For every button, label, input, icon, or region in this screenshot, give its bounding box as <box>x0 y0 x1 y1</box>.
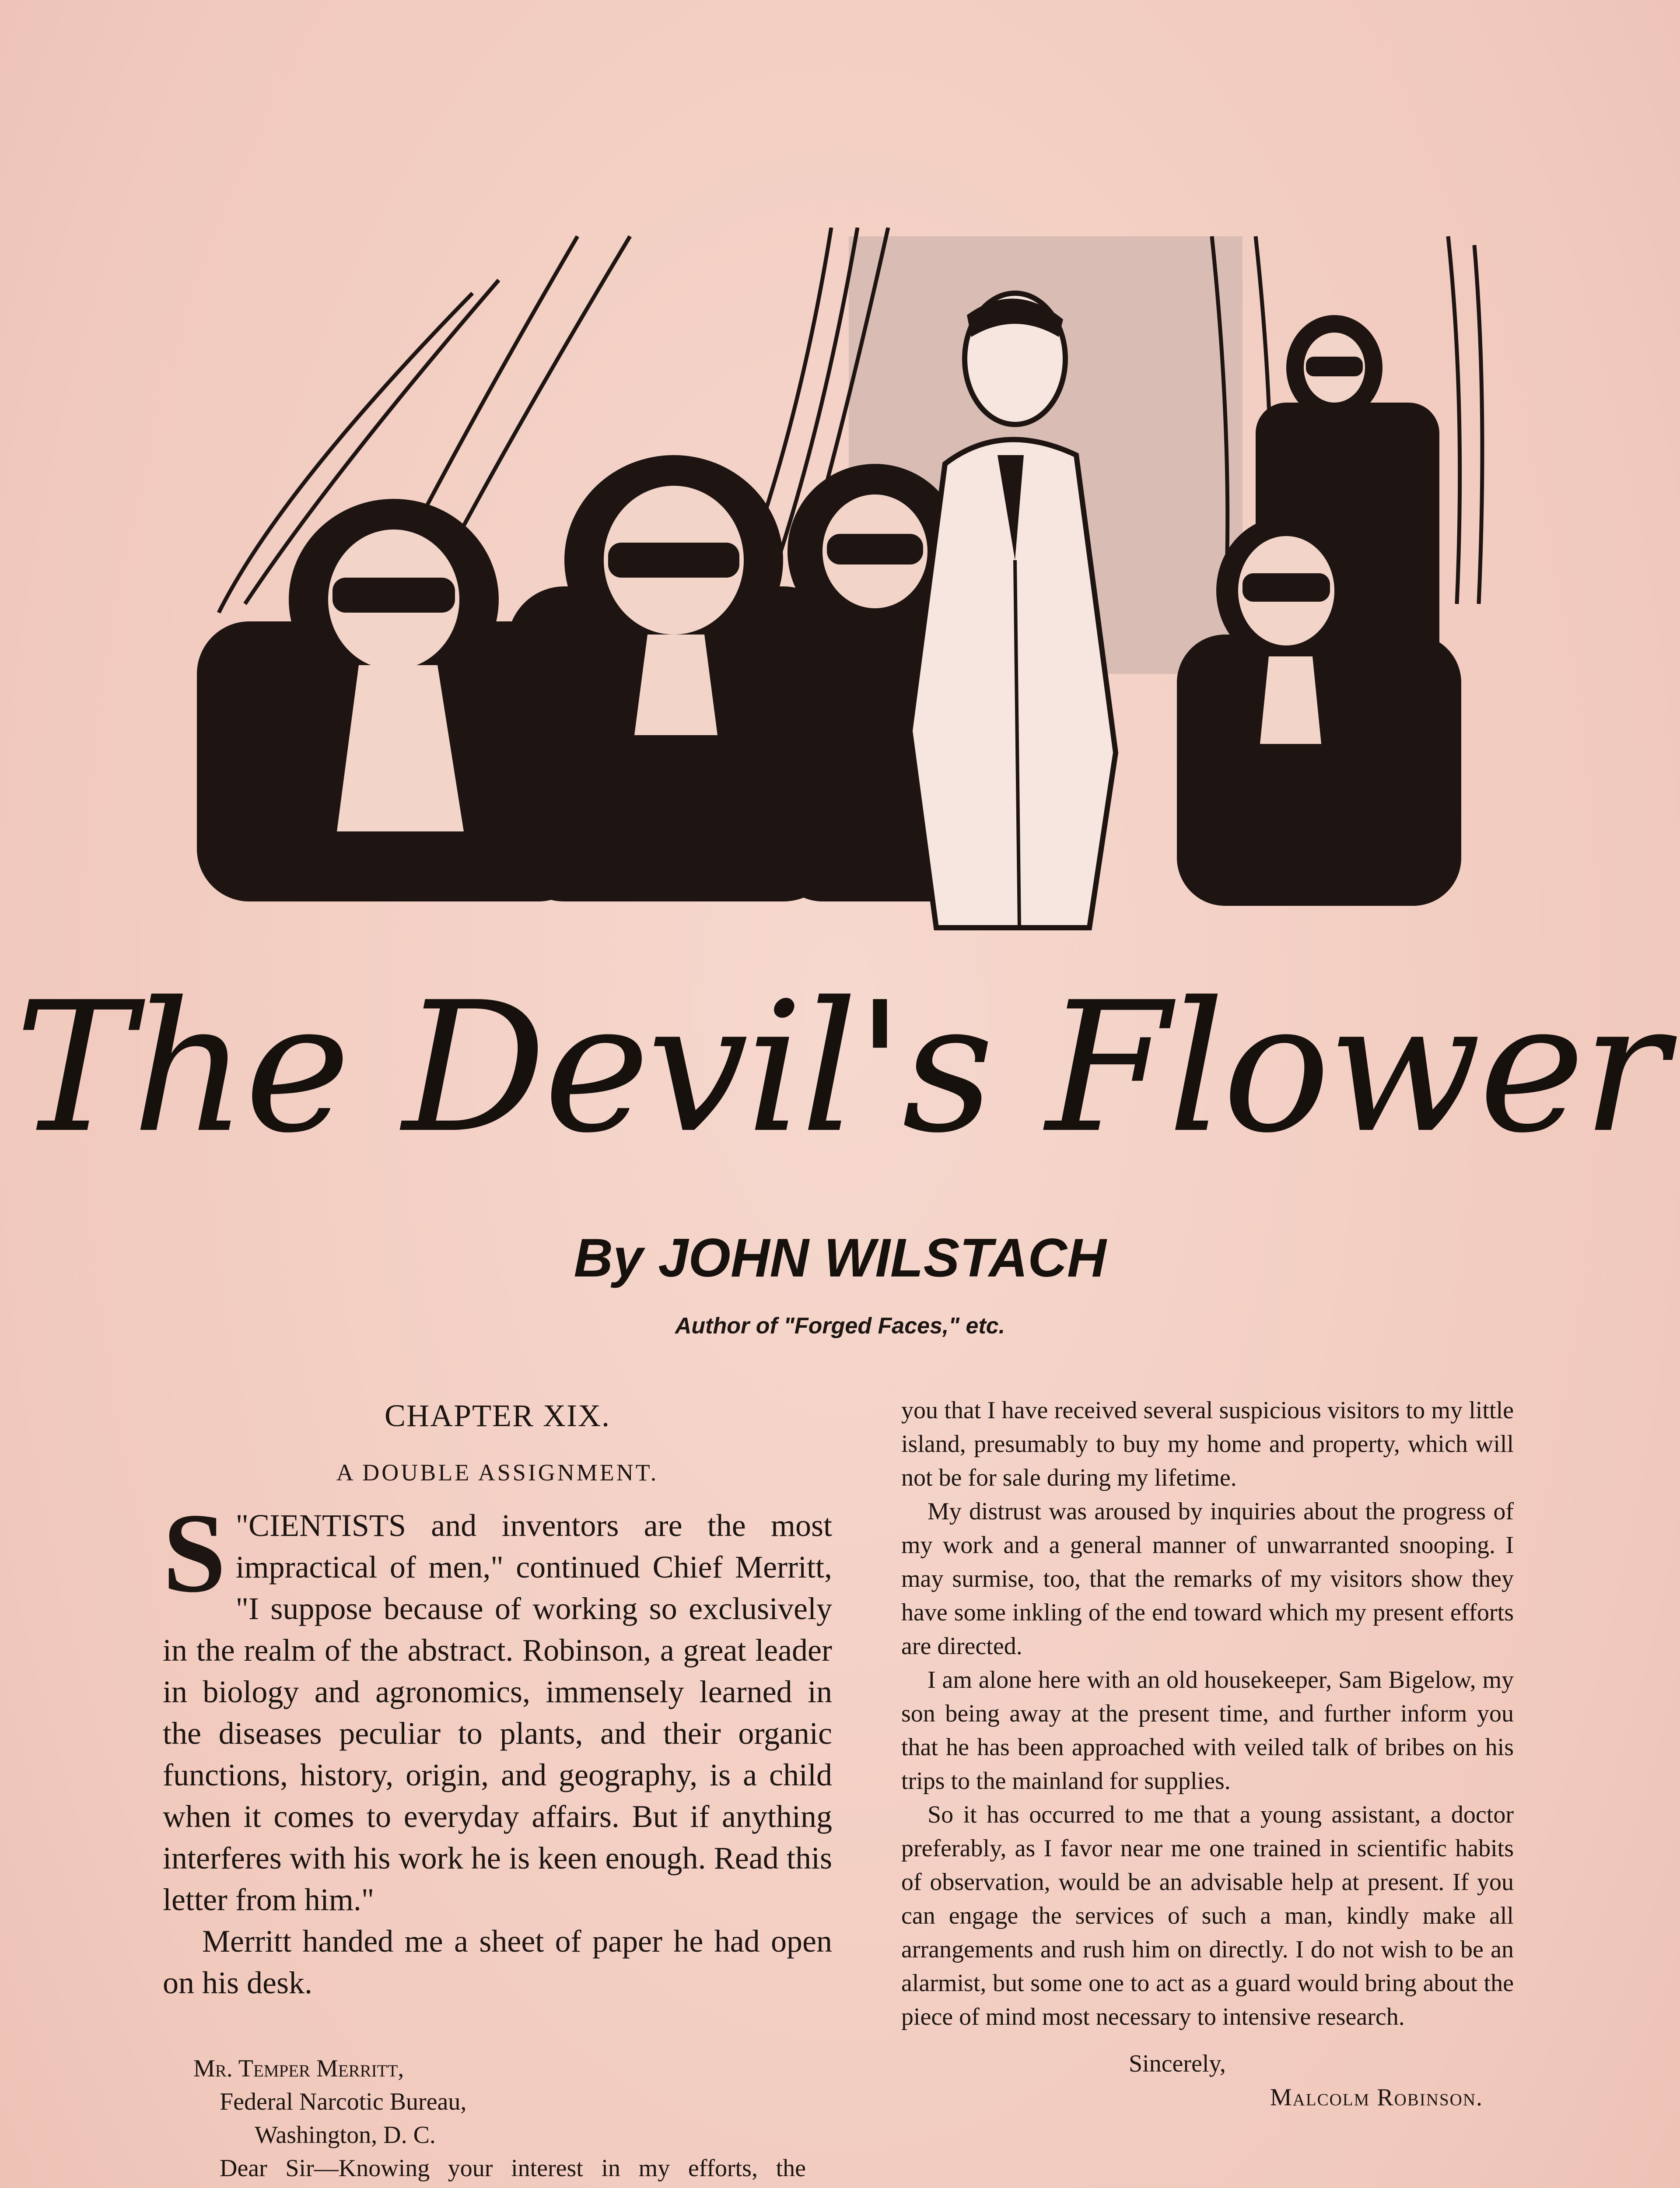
letter-paragraph-4: So it has occurred to me that a young assistant, a doctor preferably, as I favor near me one trained in scientific habits of observation, would be an advisable help at present. If you can engage the services of such a man, kindly make all arrangements and rush him on directly. I do not wish to be an alarmist, but some one to act as a guard would bring about the piece of mind most necessary to intensive research. <box>901 1801 1514 2030</box>
letter-address-name: Mr. Temper Merritt, <box>193 2055 404 2082</box>
body-paragraph-1-text: "CIENTISTS and inventors are the most impractical of men," continued Chief Merritt, "I suppose because of working so exclusively in the realm of the abstract. Robinson, a great leader in biology and agronomics, immensely learned in the diseases peculiar to plants, and their organic functions, history, origin, and geography, is a child when it comes to everyday affairs. But if anything interferes with his work he is keen enough. Read this letter from him." <box>163 1508 832 1917</box>
letter-opening: Dear Sir—Knowing your interest in my efforts, the <box>220 2155 806 2182</box>
letter-address-city: Washington, D. C. <box>255 2121 436 2149</box>
story-byline: By JOHN WILSTACH <box>574 1228 1106 1288</box>
letter-address-bureau: Federal Narcotic Bureau, <box>220 2088 467 2115</box>
story-title: The Devil's Flower <box>14 963 1666 1172</box>
author-credit: Author of "Forged Faces," etc. <box>675 1313 1005 1339</box>
chapter-subtitle: A DOUBLE ASSIGNMENT. <box>336 1459 659 1486</box>
chapter-body <box>163 1490 832 2004</box>
left-column <box>163 1394 832 2188</box>
letter-header <box>163 2052 832 2188</box>
body-paragraph-1 <box>163 1490 832 1921</box>
letter-paragraph-3: I am alone here with an old housekeeper, Sam Bigelow, my son being away at the present time, and further inform you that he has been approached with veiled talk of bribes on his trips to the mainland for supplies. <box>901 1666 1514 1795</box>
letter-signature: Malcolm Robinson. <box>1270 2084 1483 2111</box>
body-paragraph-2: Merritt handed me a sheet of paper he had open on his desk. <box>163 1924 832 2000</box>
letter-sign-off: Sincerely, <box>1129 2050 1226 2077</box>
masked-men-illustration <box>192 228 1509 945</box>
letter-continuation: you that I have received several suspicious visitors to my little island, presumably to buy my home and property, which will not be for sale during my lifetime. <box>901 1397 1514 1491</box>
letter-paragraph-2: My distrust was aroused by inquiries about the progress of my work and a general manner of unwarranted snooping. I may surmise, too, that the remarks of my visitors show they have some inkling of the end toward which my present efforts are directed. <box>901 1498 1514 1660</box>
chapter-heading: CHAPTER XIX. <box>384 1398 610 1433</box>
drop-cap: S <box>163 1490 226 1616</box>
right-column <box>901 1394 1514 2114</box>
